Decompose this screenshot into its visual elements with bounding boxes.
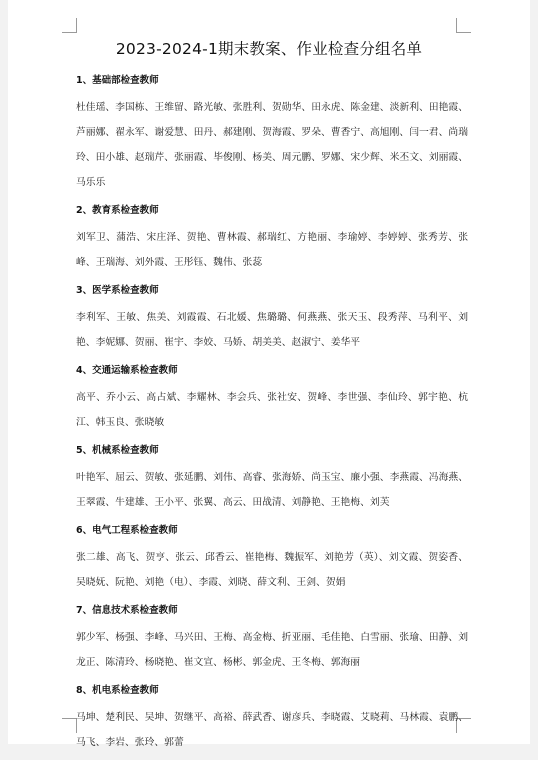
section-basic-dept — [76, 70, 468, 195]
corner-mark-top-right — [456, 18, 471, 33]
name-list: 高平、乔小云、高占斌、李耀林、李会兵、张社安、贺峰、李世强、李仙玲、郭宇艳、杭江、韩玉良、张晓敏 — [76, 392, 468, 428]
corner-mark-bottom-left — [62, 718, 77, 733]
document-body — [76, 70, 468, 760]
section-electrical-dept — [76, 520, 468, 595]
name-list: 刘军卫、蒲浩、宋庄泽、贺艳、曹林霞、郝瑞红、方艳丽、李瑜婷、李婷婷、张秀芳、张峰、王瑞海、刘外霞、王彤钰、魏伟、张蕊 — [76, 232, 468, 268]
corner-mark-top-left — [62, 18, 77, 33]
document-title: 2023-2024-1期末教案、作业检查分组名单 — [115, 40, 423, 58]
name-list: 叶艳军、屈云、贺敏、张延鹏、刘伟、高睿、张海娇、尚玉宝、廉小强、李燕霞、冯海燕、王翠霞、牛建雄、王小平、张翼、高云、田战清、刘静艳、王艳梅、刘芙 — [76, 472, 468, 508]
section-mechanical-dept — [76, 440, 468, 515]
section-education-dept — [76, 200, 468, 275]
section-heading: 4、交通运输系检查教师 — [76, 365, 178, 376]
section-heading: 2、教育系检查教师 — [76, 205, 159, 216]
section-heading: 8、机电系检查教师 — [76, 685, 159, 696]
name-list: 杜佳瑶、李国栋、王维留、路光敏、张胜利、贺勋华、田永虎、陈金建、淡新利、田艳霞、芦丽娜、翟永军、谢爱慧、田丹、郝建刚、贺海霞、罗朵、曹香宁、高旭刚、闫一君、尚瑞玲、田小雄、赵瑞芹、张丽霞、毕俊刚、杨美、周元鹏、罗娜、宋少辉、米丕文、刘丽霞、马乐乐 — [76, 102, 468, 188]
section-heading: 3、医学系检查教师 — [76, 285, 159, 296]
section-it-dept — [76, 600, 468, 675]
document-page — [8, 0, 530, 748]
section-transport-dept — [76, 360, 468, 435]
section-heading: 6、电气工程系检查教师 — [76, 525, 178, 536]
section-heading: 5、机械系检查教师 — [76, 445, 159, 456]
section-heading: 1、基础部检查教师 — [76, 75, 159, 86]
name-list: 郭少军、杨强、李峰、马兴田、王梅、高金梅、折亚丽、毛佳艳、白雪丽、张瑜、田静、刘龙正、陈清玲、杨晓艳、崔文宣、杨彬、郭金虎、王冬梅、郭海丽 — [76, 632, 468, 668]
name-list: 马坤、楚利民、吴坤、贺继平、高裕、薛武香、谢彦兵、李晓霞、艾晓莉、马林霞、袁鹏、马飞、李岩、张玲、郭蕾 — [76, 712, 468, 748]
name-list: 张二雄、高飞、贺亨、张云、邱香云、崔艳梅、魏振军、刘艳芳（英）、刘文霞、贺姿香、吴晓妩、阮艳、刘艳（电）、李霞、刘晓、薛文利、王剑、贺娟 — [76, 552, 468, 588]
name-list: 李利军、王敏、焦美、刘霞霞、石北媛、焦璐璐、何燕燕、张天玉、段秀萍、马利平、刘艳、李妮娜、贺丽、崔宇、李姣、马娇、胡美美、赵淑宁、姜华平 — [76, 312, 468, 348]
section-medical-dept — [76, 280, 468, 355]
section-heading: 7、信息技术系检查教师 — [76, 605, 178, 616]
